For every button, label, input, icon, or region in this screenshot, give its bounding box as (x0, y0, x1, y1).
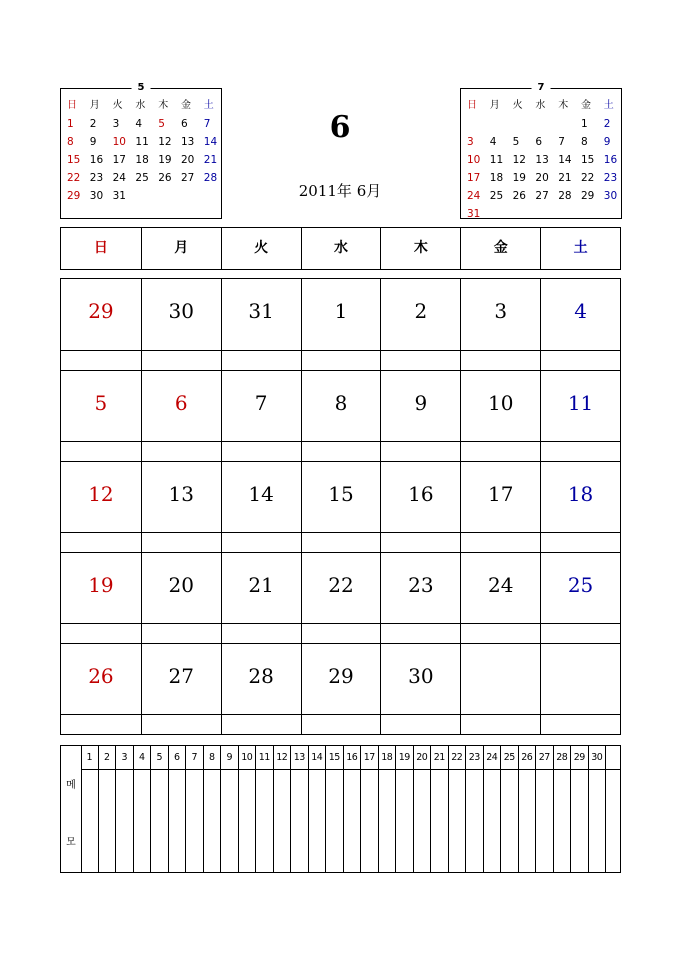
memo-day-number: 24 (484, 746, 501, 770)
memo-day-number: 28 (554, 746, 571, 770)
mini-date: 28 (203, 172, 218, 184)
memo-day-column[interactable] (571, 746, 589, 872)
month-subtitle: 2011年 6月 (298, 182, 382, 200)
mini-date (530, 205, 553, 223)
day-cell[interactable] (540, 370, 620, 461)
day-note-strip (302, 623, 381, 643)
mini-date: 31 (112, 190, 126, 202)
day-number: 28 (248, 664, 274, 688)
day-cell[interactable] (380, 370, 460, 461)
mini-date: 4 (135, 118, 143, 130)
day-number: 9 (414, 391, 428, 415)
mini-date: 20 (535, 172, 549, 184)
day-number: 26 (88, 664, 114, 688)
mini-date: 28 (558, 190, 572, 202)
day-cell[interactable] (221, 279, 301, 370)
day-number: 3 (494, 299, 508, 323)
memo-day-number: 5 (151, 746, 168, 770)
memo-day-number: 14 (309, 746, 326, 770)
day-number: 4 (574, 299, 587, 323)
day-number: 29 (328, 664, 354, 688)
prev-month-mini-calendar (60, 82, 222, 219)
mini-date: 24 (112, 172, 126, 184)
mini-date: 19 (512, 172, 526, 184)
memo-day-number: 23 (466, 746, 483, 770)
day-note-strip (381, 714, 460, 734)
mini-date: 17 (112, 154, 126, 166)
day-number: 29 (88, 299, 114, 323)
prev-month-grid (62, 97, 222, 205)
day-cell[interactable] (141, 461, 221, 552)
day-number: 7 (254, 391, 268, 415)
mini-date: 2 (603, 118, 611, 130)
day-cell[interactable] (540, 461, 620, 552)
mini-date: 13 (535, 154, 549, 166)
weekday-label: 火 (221, 228, 301, 269)
mini-date: 22 (580, 172, 595, 184)
mini-weekday-label: 火 (112, 100, 123, 111)
mini-date (462, 115, 485, 133)
day-cell[interactable] (61, 461, 141, 552)
weekday-label: 水 (301, 228, 381, 269)
day-number: 24 (487, 573, 514, 597)
memo-columns (81, 746, 620, 872)
day-note-strip (142, 441, 221, 461)
day-note-strip (142, 532, 221, 552)
memo-day-column[interactable] (239, 746, 257, 872)
day-cell[interactable] (301, 461, 381, 552)
mini-date: 3 (112, 118, 120, 130)
day-note-strip (142, 623, 221, 643)
day-cell[interactable] (221, 643, 301, 734)
mini-weekday-label: 日 (467, 100, 477, 111)
memo-day-number: 11 (256, 746, 273, 770)
mini-date (553, 205, 576, 223)
day-cell[interactable] (61, 552, 141, 643)
memo-day-column[interactable] (169, 746, 187, 872)
mini-weekday-label: 月 (489, 100, 500, 111)
memo-day-number: 10 (239, 746, 256, 770)
memo-day-number: 17 (361, 746, 378, 770)
day-cell[interactable] (141, 643, 221, 734)
mini-date: 12 (512, 154, 526, 166)
day-cell[interactable] (61, 370, 141, 461)
day-number: 31 (248, 299, 274, 323)
mini-date: 21 (203, 154, 218, 166)
day-note-strip (381, 441, 460, 461)
memo-day-column[interactable] (221, 746, 239, 872)
memo-day-column[interactable] (431, 746, 449, 872)
day-note-strip (302, 441, 381, 461)
memo-section (60, 745, 621, 873)
memo-day-number: 21 (431, 746, 448, 770)
mini-date: 15 (67, 154, 81, 166)
day-cell[interactable] (460, 461, 540, 552)
memo-day-column[interactable] (116, 746, 134, 872)
memo-blank-header (606, 746, 620, 770)
mini-date (599, 205, 622, 223)
day-note-strip (541, 623, 620, 643)
memo-day-column[interactable] (274, 746, 292, 872)
mini-weekday-label: 月 (89, 100, 100, 111)
mini-weekday-label: 木 (158, 100, 169, 111)
day-cell[interactable] (380, 279, 460, 370)
memo-day-column[interactable] (466, 746, 484, 872)
day-note-strip (222, 623, 301, 643)
memo-day-column[interactable] (326, 746, 344, 872)
day-number: 2 (414, 299, 428, 323)
memo-day-number: 3 (116, 746, 133, 770)
day-note-strip (541, 714, 620, 734)
mini-date: 14 (203, 136, 218, 148)
next-month-label: 7 (532, 81, 551, 95)
day-number: 30 (168, 299, 194, 323)
mini-weekday-label: 金 (580, 100, 591, 111)
mini-date: 21 (558, 172, 572, 184)
day-cell[interactable] (380, 552, 460, 643)
day-number: 19 (88, 573, 114, 597)
memo-day-number: 19 (396, 746, 413, 770)
day-note-strip (461, 441, 540, 461)
memo-day-number: 27 (536, 746, 553, 770)
mini-date: 11 (135, 136, 149, 148)
day-note-strip (302, 532, 381, 552)
day-number: 14 (248, 482, 274, 506)
memo-day-column[interactable] (344, 746, 362, 872)
day-number: 21 (248, 573, 274, 597)
day-cell[interactable] (221, 370, 301, 461)
day-note-strip (61, 623, 141, 643)
mini-weekday-label: 火 (512, 100, 523, 111)
mini-weekday-label: 木 (558, 100, 569, 111)
day-cell[interactable] (61, 279, 141, 370)
mini-date: 29 (67, 190, 81, 202)
next-month-mini-calendar (460, 82, 622, 220)
memo-day-number: 8 (204, 746, 221, 770)
day-note-strip (222, 532, 301, 552)
day-cell[interactable] (540, 552, 620, 643)
mini-date (199, 187, 222, 205)
memo-day-number: 16 (344, 746, 361, 770)
mini-date (576, 205, 599, 223)
day-note-strip (541, 441, 620, 461)
mini-date: 16 (603, 154, 618, 166)
mini-date: 13 (180, 136, 195, 148)
day-number: 6 (174, 391, 188, 415)
mini-weekday-label: 水 (135, 100, 146, 111)
memo-day-column[interactable] (554, 746, 572, 872)
day-number: 15 (328, 482, 354, 506)
day-note-strip (381, 623, 460, 643)
mini-date: 24 (467, 190, 481, 202)
day-number: 5 (94, 391, 108, 415)
mini-date (530, 115, 553, 133)
mini-date: 6 (535, 136, 543, 148)
memo-day-number: 29 (571, 746, 588, 770)
memo-day-column[interactable] (204, 746, 222, 872)
memo-day-number: 20 (414, 746, 431, 770)
day-note-strip (381, 350, 460, 370)
day-cell[interactable] (301, 643, 381, 734)
memo-label (61, 746, 82, 872)
memo-day-column[interactable] (309, 746, 327, 872)
next-month-grid (462, 97, 622, 223)
weekday-label: 木 (380, 228, 460, 269)
memo-day-number: 6 (169, 746, 186, 770)
mini-date: 25 (135, 172, 149, 184)
memo-day-column[interactable] (151, 746, 169, 872)
day-number: 20 (168, 573, 194, 597)
mini-date: 5 (158, 118, 165, 130)
day-note-strip (142, 714, 221, 734)
mini-date: 12 (158, 136, 172, 148)
mini-weekday-label: 土 (203, 100, 214, 111)
day-cell[interactable] (141, 279, 221, 370)
mini-date: 10 (112, 136, 126, 148)
mini-date (176, 187, 199, 205)
memo-day-number: 25 (501, 746, 518, 770)
day-note-strip (461, 714, 540, 734)
mini-date: 10 (467, 154, 481, 166)
day-note-strip (61, 714, 141, 734)
mini-date: 3 (467, 136, 474, 148)
prev-month-label: 5 (132, 81, 151, 95)
day-note-strip (222, 714, 301, 734)
day-note-strip (461, 532, 540, 552)
day-cell[interactable] (221, 461, 301, 552)
memo-day-column[interactable] (484, 746, 502, 872)
mini-date: 27 (535, 190, 549, 202)
day-number: 13 (168, 482, 194, 506)
day-number: 11 (567, 391, 594, 415)
memo-day-column[interactable] (449, 746, 467, 872)
weekday-label: 金 (460, 228, 540, 269)
mini-date: 2 (89, 118, 97, 130)
day-note-strip (222, 441, 301, 461)
mini-date: 6 (180, 118, 188, 130)
day-cell[interactable] (301, 279, 381, 370)
mini-date: 1 (67, 118, 74, 130)
memo-day-number: 13 (291, 746, 308, 770)
day-cell[interactable] (141, 552, 221, 643)
day-note-strip (61, 441, 141, 461)
memo-blank-column (606, 746, 620, 872)
weekday-label: 日 (93, 240, 108, 256)
memo-day-column[interactable] (134, 746, 152, 872)
mini-date (485, 115, 508, 133)
mini-date: 11 (489, 154, 504, 166)
day-note-strip (461, 623, 540, 643)
day-number: 23 (408, 573, 434, 597)
day-number: 18 (567, 482, 594, 506)
mini-date: 18 (489, 172, 504, 184)
mini-date: 4 (489, 136, 497, 148)
memo-day-column[interactable] (536, 746, 554, 872)
memo-label-char: 모 (66, 837, 76, 848)
memo-label-char: 메 (66, 780, 76, 791)
memo-day-column[interactable] (589, 746, 607, 872)
mini-date: 1 (580, 118, 588, 130)
day-cell[interactable] (380, 461, 460, 552)
mini-date: 15 (580, 154, 595, 166)
mini-weekday-label: 金 (180, 100, 191, 111)
mini-date: 20 (180, 154, 195, 166)
day-note-strip (61, 350, 141, 370)
mini-date: 5 (512, 136, 520, 148)
memo-day-number: 15 (326, 746, 343, 770)
memo-day-column[interactable] (186, 746, 204, 872)
day-cell[interactable] (460, 370, 540, 461)
mini-date: 17 (467, 172, 481, 184)
memo-day-number: 26 (519, 746, 536, 770)
mini-date (553, 115, 576, 133)
weekday-label: 月 (141, 228, 221, 269)
memo-day-number: 9 (221, 746, 238, 770)
memo-day-column[interactable] (414, 746, 432, 872)
day-cell[interactable] (460, 279, 540, 370)
weekday-header (60, 227, 621, 270)
memo-day-number: 7 (186, 746, 203, 770)
day-number: 16 (408, 482, 434, 506)
day-number: 12 (88, 482, 114, 506)
mini-date: 7 (203, 118, 211, 130)
month-grid (60, 278, 621, 735)
mini-date (508, 115, 531, 133)
weekday-label: 土 (540, 228, 620, 269)
mini-date: 8 (580, 136, 588, 148)
memo-day-column[interactable] (519, 746, 537, 872)
mini-date: 23 (603, 172, 618, 184)
mini-date (130, 187, 153, 205)
day-note-strip (222, 350, 301, 370)
memo-day-column[interactable] (256, 746, 274, 872)
mini-date: 26 (158, 172, 172, 184)
mini-date: 26 (512, 190, 526, 202)
mini-weekday-label: 水 (535, 100, 546, 111)
mini-date: 30 (89, 190, 104, 202)
memo-day-column[interactable] (501, 746, 519, 872)
memo-day-column[interactable] (99, 746, 117, 872)
mini-date: 14 (558, 154, 572, 166)
day-cell[interactable] (61, 643, 141, 734)
memo-day-number: 18 (379, 746, 396, 770)
mini-date: 8 (67, 136, 74, 148)
day-cell[interactable] (540, 279, 620, 370)
day-note-strip (541, 350, 620, 370)
day-note-strip (302, 714, 381, 734)
day-number: 30 (408, 664, 434, 688)
memo-day-column[interactable] (81, 746, 99, 872)
day-cell[interactable] (301, 370, 381, 461)
day-number: 27 (168, 664, 194, 688)
mini-date: 7 (558, 136, 565, 148)
mini-weekday-label: 土 (603, 100, 614, 111)
memo-day-number: 2 (99, 746, 116, 770)
memo-day-column[interactable] (291, 746, 309, 872)
mini-date: 25 (489, 190, 504, 202)
day-note-strip (541, 532, 620, 552)
month-title: 6 (329, 110, 351, 145)
mini-date (508, 205, 531, 223)
day-note-strip (61, 532, 141, 552)
mini-date (485, 205, 508, 223)
memo-day-number: 4 (134, 746, 151, 770)
day-cell[interactable] (141, 370, 221, 461)
day-number: 22 (328, 573, 354, 597)
mini-date: 30 (603, 190, 618, 202)
memo-day-column[interactable] (396, 746, 414, 872)
mini-date: 19 (158, 154, 172, 166)
day-number: 10 (487, 391, 514, 415)
day-cell[interactable] (460, 552, 540, 643)
mini-date: 18 (135, 154, 149, 166)
memo-day-column[interactable] (379, 746, 397, 872)
memo-day-column[interactable] (361, 746, 379, 872)
memo-day-number: 12 (274, 746, 291, 770)
mini-date: 9 (89, 136, 97, 148)
day-note-strip (302, 350, 381, 370)
memo-day-number: 30 (589, 746, 606, 770)
mini-date: 16 (89, 154, 104, 166)
mini-weekday-label: 日 (67, 100, 77, 111)
day-cell[interactable] (221, 552, 301, 643)
day-note-strip (142, 350, 221, 370)
mini-date (153, 187, 176, 205)
day-cell[interactable] (380, 643, 460, 734)
mini-date: 29 (580, 190, 595, 202)
mini-date: 27 (180, 172, 195, 184)
day-number: 25 (567, 573, 594, 597)
memo-day-number: 1 (81, 746, 98, 770)
day-cell[interactable] (301, 552, 381, 643)
day-note-strip (461, 350, 540, 370)
mini-date: 9 (603, 136, 611, 148)
memo-day-number: 22 (449, 746, 466, 770)
mini-date: 22 (67, 172, 81, 184)
day-number: 8 (334, 391, 348, 415)
day-cell[interactable] (540, 643, 620, 734)
day-note-strip (381, 532, 460, 552)
day-number: 17 (487, 482, 514, 506)
mini-date: 31 (467, 208, 481, 220)
day-cell[interactable] (460, 643, 540, 734)
mini-date: 23 (89, 172, 104, 184)
day-number: 1 (334, 299, 348, 323)
